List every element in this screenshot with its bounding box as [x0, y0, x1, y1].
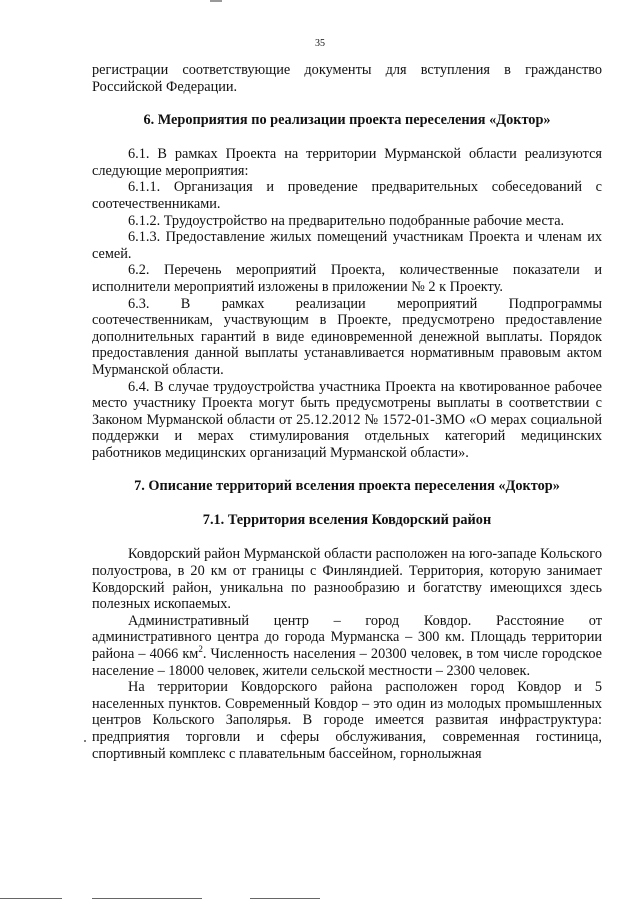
- paragraph-kovdor-1: Ковдорский район Мурманской области расположен на юго-западе Кольского полуострова, в 20 км от границы с Финляндией. Территория, которую занимает Ковдорский район, уникальна по разнообразию и богатству имеющихся здесь полезных ископаемых.: [92, 546, 602, 613]
- document-body: [92, 62, 602, 762]
- scan-speck: [84, 740, 86, 742]
- paragraph-6-4: 6.4. В случае трудоустройства участника Проекта на квотированное рабочее место участнику Проекта могут быть предусмотрены выплаты в соответствии с Законом Мурманской области от 25.12.2012 № 1572-01-ЗМО «О мерах социальной поддержки и мерах стимулирования отдельных категорий медицинских работников медицинских организаций Мурманской области».: [92, 378, 602, 461]
- section-6-heading: 6. Мероприятия по реализации проекта переселения «Доктор»: [143, 112, 551, 129]
- paragraph-6-2: 6.2. Перечень мероприятий Проекта, количественные показатели и исполнители мероприятий изложены в приложении № 2 к Проекту.: [92, 262, 602, 295]
- paragraph-6-1-2: 6.1.2. Трудоустройство на предварительно подобранные рабочие места.: [128, 212, 565, 229]
- scan-edge-line-left: [0, 898, 62, 899]
- paragraph-6-1-1: 6.1.1. Организация и проведение предварительных собеседований с соотечественниками.: [92, 179, 602, 212]
- paragraph-kovdor-3: На территории Ковдорского района расположен город Ковдор и 5 населенных пунктов. Современный Ковдор – это один из молодых промышленных центров Кольского Заполярья. В городе имеется развитая инфраструктура: предприятия торговли и сферы обслуживания, современная гостиница, спортивный комплекс с плавательным бассейном, горнолыжная: [92, 679, 602, 762]
- paragraph-6-1-3: 6.1.3. Предоставление жилых помещений участникам Проекта и членам их семей.: [92, 229, 602, 262]
- paragraph-kovdor-2-first-line: Административный центр – город Ковдор. Расстояние от: [128, 612, 602, 629]
- scan-mark: [210, 0, 222, 2]
- paragraph-continuation: регистрации соответствующие документы для вступления в гражданство Российской Федерации.: [92, 62, 602, 95]
- section-7-1-heading: 7.1. Территория вселения Ковдорский район: [202, 512, 492, 529]
- paragraph-6-1: 6.1. В рамках Проекта на территории Мурманской области реализуются следующие мероприятия:: [92, 146, 602, 179]
- page-number: 35: [315, 38, 325, 49]
- scan-edge-line-right: [250, 898, 320, 899]
- scan-edge-line-mid: [92, 898, 202, 899]
- paragraph-6-3: соотечественникам, участвующим в Проекте, предусмотрено предоставление дополнительных гарантий в виде единовременной денежной выплаты. Порядок предоставления данной выплаты устанавливается нормативным правовым актом Мурманской области.: [92, 312, 602, 378]
- section-7-heading: 7. Описание территорий вселения проекта переселения «Доктор»: [134, 478, 560, 495]
- paragraph-kovdor-2: административного центра до города Мурманска – 300 км. Площадь территории района – 4066 $км^2$. Численность населения – 20300 человек, в том числе городское население – 18000 человек, жители сельской местности – 2300 человек.: [92, 629, 603, 679]
- paragraph-6-3-first-line: 6.3. В рамках реализации мероприятий Подпрограммы: [128, 295, 602, 312]
